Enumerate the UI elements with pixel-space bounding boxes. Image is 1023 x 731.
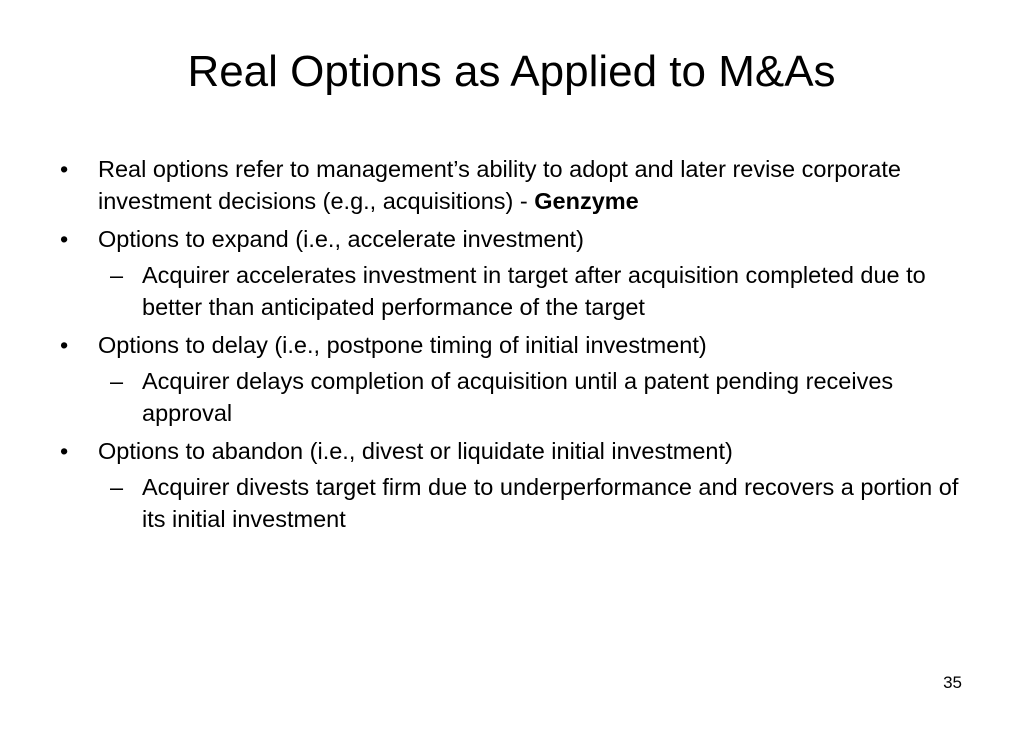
sub-bullet-marker: – xyxy=(110,474,124,500)
bullet-marker: • xyxy=(60,156,69,182)
sub-item-expand-example xyxy=(58,259,978,323)
bullet-list xyxy=(58,153,978,535)
sub-bullet-text: Acquirer accelerates investment in target after acquisition completed due to better than anticipated performance of the target xyxy=(142,262,926,320)
bullet-item-options-to-abandon xyxy=(58,435,978,467)
sub-bullet-text: Acquirer delays completion of acquisition until a patent pending receives approval xyxy=(142,368,894,426)
sub-item-abandon-example xyxy=(58,471,978,535)
bullet-marker: • xyxy=(60,226,69,252)
emphasis-text: Genzyme xyxy=(534,188,639,214)
sub-bullet-marker: – xyxy=(110,368,124,394)
slide-title: Real Options as Applied to M&As xyxy=(187,47,836,96)
sub-item-delay-example xyxy=(58,365,978,429)
bullet-text: Options to delay (i.e., postpone timing of initial investment) xyxy=(98,332,707,358)
page-number: 35 xyxy=(943,673,962,692)
bullet-item-real-options xyxy=(58,153,978,217)
bullet-marker: • xyxy=(60,332,69,358)
bullet-item-options-to-expand xyxy=(58,223,978,255)
bullet-text: Real options refer to management’s ability to adopt and later revise corporate investment decisions (e.g., acquisitions) - xyxy=(98,156,901,214)
sub-bullet-marker: – xyxy=(110,262,124,288)
bullet-text: Options to expand (i.e., accelerate investment) xyxy=(98,226,584,252)
bullet-marker: • xyxy=(60,438,69,464)
bullet-text: Options to abandon (i.e., divest or liquidate initial investment) xyxy=(98,438,733,464)
sub-bullet-text: Acquirer divests target firm due to underperformance and recovers a portion of its initial investment xyxy=(142,474,959,532)
bullet-item-options-to-delay xyxy=(58,329,978,361)
